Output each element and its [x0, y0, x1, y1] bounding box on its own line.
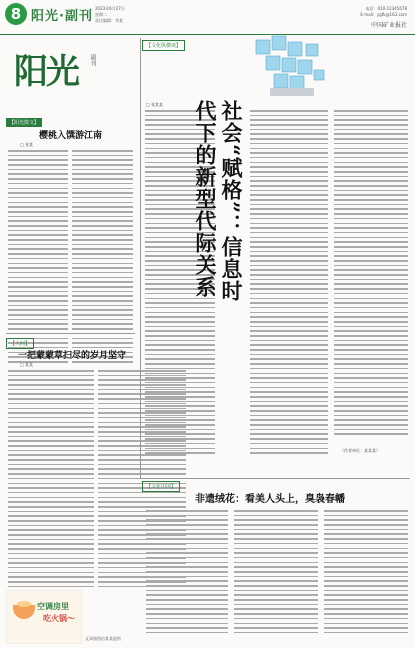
bottom-body-col1	[146, 510, 228, 637]
article-source: （作者单位：某某某）	[340, 448, 380, 453]
masthead	[6, 44, 132, 114]
section-tag: 【阳光散文】	[6, 118, 42, 127]
page-section-title: 阳光·副刊	[31, 9, 93, 24]
advertisement	[6, 590, 82, 644]
header-right-1: 电话：010-12345678	[365, 6, 407, 11]
article-title: 一把蒙蒙草扫尽的岁月坚守	[18, 351, 127, 361]
article-byline: □ 张某某	[146, 102, 164, 107]
page-number: 8	[5, 3, 27, 25]
hotpot-bowl-icon	[13, 605, 35, 619]
feature-body-col3	[334, 110, 408, 438]
header-meta-3: 责任编辑：李某	[95, 18, 123, 23]
header-meta-2: 星期二	[95, 12, 107, 17]
article-byline: □ 张某	[20, 142, 34, 147]
section-tag: 【文化中国】	[142, 481, 180, 492]
masthead-title: 阳光	[14, 52, 78, 92]
header-right-2: E-mail：ygfk@163.com	[360, 12, 407, 17]
page-footer: 文章插图由某某提供	[85, 636, 121, 641]
page-header	[0, 0, 415, 35]
hotpot-steam-icon	[17, 601, 31, 607]
article-byline: □ 某某	[20, 362, 34, 367]
article-title: 非遗绒花：看美人头上，臭袅春幡	[195, 494, 345, 505]
article-title: 樱桃入馔游江南	[38, 131, 102, 141]
masthead-subtitle: 副刊	[89, 54, 96, 66]
ad-line-2: 吃火锅～	[43, 614, 75, 623]
ad-line-1: 空调房里	[37, 602, 69, 611]
newspaper-brand: 中国矿业报社	[370, 22, 407, 29]
column-separator	[6, 333, 135, 334]
section-tag: 【文化纵横谈】	[142, 40, 185, 51]
feature-title: 社会“赋格”：信息时代下的新型代际关系	[193, 100, 244, 303]
bottom-body-col2	[234, 510, 318, 637]
header-meta-1: 2023年6月27日	[95, 6, 125, 11]
feature-body-col2	[250, 110, 328, 457]
column-separator	[140, 38, 141, 478]
column-separator	[140, 478, 410, 479]
section-tag: 【人间】	[6, 338, 34, 349]
cube-illustration	[226, 30, 346, 100]
article-body-col1	[8, 370, 94, 590]
bottom-body-col3	[324, 510, 408, 637]
